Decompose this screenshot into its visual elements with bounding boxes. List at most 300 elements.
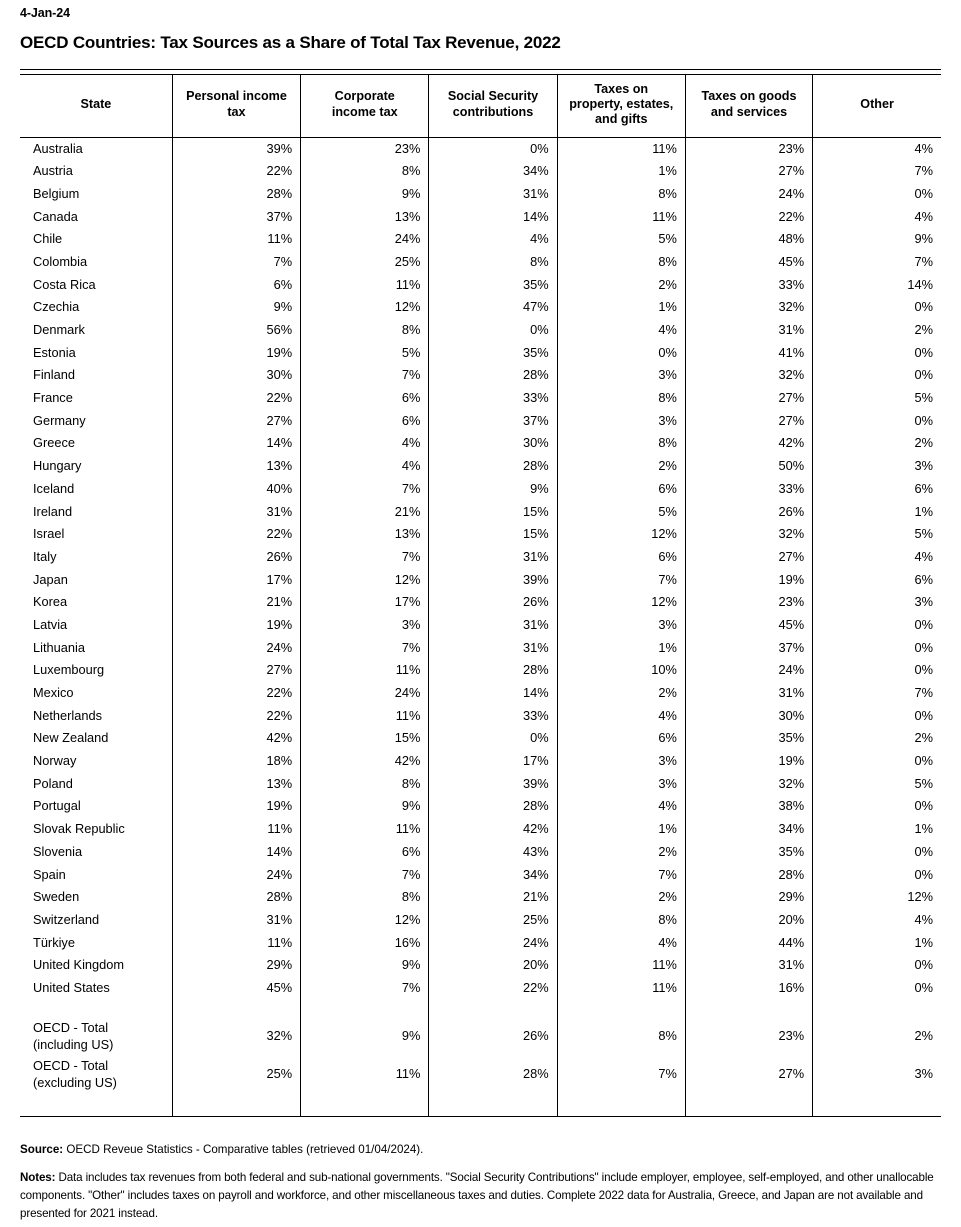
cell-total-other: 2% — [914, 1028, 933, 1044]
cell-social-security: 34% — [429, 864, 557, 887]
spacer-cell — [685, 1000, 812, 1018]
cell-personal-income-tax: 19% — [172, 342, 300, 365]
cell-corporate-income-tax: 12% — [301, 296, 429, 319]
cell-state: United Kingdom — [20, 954, 172, 977]
cell-state: Switzerland — [20, 909, 172, 932]
cell-property-taxes: 12% — [557, 591, 685, 614]
cell-total-other: 3% — [914, 1066, 933, 1082]
cell-personal-income-tax: 24% — [172, 637, 300, 660]
cell-total-property-taxes: 7% — [557, 1056, 685, 1094]
table-header — [20, 69, 941, 137]
cell-personal-income-tax: 11% — [172, 228, 300, 251]
cell-social-security: 0% — [429, 137, 557, 160]
table-row — [20, 251, 941, 274]
cell-property-taxes: 11% — [557, 137, 685, 160]
cell-other: 2% — [914, 322, 933, 338]
cell-goods-services: 27% — [685, 410, 812, 433]
cell-other: 0% — [914, 412, 933, 428]
table-row — [20, 387, 941, 410]
cell-personal-income-tax: 28% — [172, 183, 300, 206]
cell-corporate-income-tax: 7% — [301, 478, 429, 501]
cell-other: 0% — [914, 299, 933, 315]
table-row — [20, 909, 941, 932]
cell-property-taxes: 8% — [557, 251, 685, 274]
cell-goods-services: 19% — [685, 569, 812, 592]
cell-personal-income-tax: 22% — [172, 523, 300, 546]
cell-other: 0% — [914, 957, 933, 973]
cell-social-security: 33% — [429, 387, 557, 410]
bottom-rule-cell — [429, 1094, 557, 1117]
cell-goods-services: 32% — [685, 364, 812, 387]
cell-personal-income-tax: 17% — [172, 569, 300, 592]
cell-personal-income-tax: 30% — [172, 364, 300, 387]
cell-corporate-income-tax: 6% — [301, 410, 429, 433]
table-row — [20, 546, 941, 569]
cell-personal-income-tax: 27% — [172, 410, 300, 433]
cell-property-taxes: 1% — [557, 818, 685, 841]
cell-goods-services: 27% — [685, 387, 812, 410]
cell-other: 1% — [914, 503, 933, 519]
cell-social-security: 30% — [429, 433, 557, 456]
notes-text: Data includes tax revenues from both federal and sub-national governments. "Social Security Contributions" include employer, employee, self-employed, and other unallocable components. "Other" includes taxes on payroll and workforce, and other miscellaneous taxes and duties. Complete 2022 data for Australia, Greece, and Japan are not available and presented for 2021 instead. — [20, 1171, 934, 1221]
cell-corporate-income-tax: 7% — [301, 546, 429, 569]
cell-social-security: 31% — [429, 614, 557, 637]
cell-other: 6% — [914, 480, 933, 496]
tax-table — [20, 69, 941, 1117]
cell-social-security: 28% — [429, 455, 557, 478]
cell-property-taxes: 0% — [557, 342, 685, 365]
header-line-2: property, estates, — [569, 96, 674, 111]
page-title: OECD Countries: Tax Sources as a Share of Total Tax Revenue, 2022 — [20, 32, 561, 52]
cell-other: 7% — [914, 253, 933, 269]
cell-social-security: 33% — [429, 705, 557, 728]
cell-property-taxes: 2% — [557, 455, 685, 478]
cell-other: 1% — [914, 934, 933, 950]
cell-property-taxes: 12% — [557, 523, 685, 546]
cell-state: Korea — [20, 591, 172, 614]
document-date: 4-Jan-24 — [20, 6, 70, 20]
cell-other: 0% — [914, 639, 933, 655]
cell-state: Lithuania — [20, 637, 172, 660]
cell-corporate-income-tax: 15% — [301, 727, 429, 750]
cell-other: 5% — [914, 526, 933, 542]
cell-state: Iceland — [20, 478, 172, 501]
header-line-2: income tax — [331, 104, 398, 119]
cell-social-security: 47% — [429, 296, 557, 319]
table-row — [20, 864, 941, 887]
cell-state: Costa Rica — [20, 274, 172, 297]
cell-state: Türkiye — [20, 932, 172, 955]
cell-goods-services: 29% — [685, 886, 812, 909]
cell-social-security: 37% — [429, 410, 557, 433]
cell-personal-income-tax: 22% — [172, 387, 300, 410]
column-header-personal-income-tax — [172, 74, 300, 137]
cell-corporate-income-tax: 17% — [301, 591, 429, 614]
table-row — [20, 818, 941, 841]
cell-corporate-income-tax: 4% — [301, 455, 429, 478]
bottom-rule-cell — [172, 1094, 300, 1117]
header-line-2: and services — [710, 104, 788, 119]
cell-personal-income-tax: 19% — [172, 614, 300, 637]
source-text: OECD Reveue Statistics - Comparative tables (retrieved 01/04/2024). — [63, 1143, 424, 1156]
cell-social-security: 26% — [429, 591, 557, 614]
cell-personal-income-tax: 13% — [172, 773, 300, 796]
table-row — [20, 501, 941, 524]
cell-corporate-income-tax: 8% — [301, 319, 429, 342]
table-row — [20, 932, 941, 955]
bottom-rule-cell — [20, 1094, 172, 1117]
cell-corporate-income-tax: 7% — [301, 364, 429, 387]
cell-goods-services: 28% — [685, 864, 812, 887]
cell-personal-income-tax: 37% — [172, 206, 300, 229]
cell-other: 0% — [914, 185, 933, 201]
header-line-1: Taxes on — [594, 81, 649, 96]
cell-property-taxes: 3% — [557, 410, 685, 433]
cell-goods-services: 16% — [685, 977, 812, 1000]
cell-total-goods-services: 27% — [685, 1056, 812, 1094]
cell-social-security: 28% — [429, 796, 557, 819]
cell-corporate-income-tax: 9% — [301, 954, 429, 977]
cell-state: Norway — [20, 750, 172, 773]
header-line-3: and gifts — [595, 112, 648, 127]
cell-goods-services: 30% — [685, 705, 812, 728]
cell-corporate-income-tax: 6% — [301, 841, 429, 864]
cell-social-security: 24% — [429, 932, 557, 955]
cell-social-security: 31% — [429, 637, 557, 660]
cell-other: 9% — [914, 231, 933, 247]
table-row — [20, 137, 941, 160]
cell-social-security: 14% — [429, 206, 557, 229]
cell-other: 4% — [914, 548, 933, 564]
cell-corporate-income-tax: 24% — [301, 682, 429, 705]
table-row — [20, 523, 941, 546]
cell-state: Czechia — [20, 296, 172, 319]
bottom-rule-cell — [301, 1094, 429, 1117]
cell-goods-services: 34% — [685, 818, 812, 841]
cell-goods-services: 35% — [685, 841, 812, 864]
cell-other: 6% — [914, 571, 933, 587]
cell-other: 4% — [914, 140, 933, 156]
cell-other: 3% — [914, 458, 933, 474]
cell-social-security: 42% — [429, 818, 557, 841]
bottom-rule-cell — [557, 1094, 685, 1117]
cell-property-taxes: 8% — [557, 433, 685, 456]
cell-state: Germany — [20, 410, 172, 433]
cell-property-taxes: 8% — [557, 387, 685, 410]
table-row — [20, 433, 941, 456]
cell-corporate-income-tax: 7% — [301, 864, 429, 887]
notes-label: Notes: — [20, 1171, 56, 1185]
cell-goods-services: 31% — [685, 319, 812, 342]
cell-total-personal-income-tax: 25% — [172, 1056, 300, 1094]
cell-property-taxes: 4% — [557, 705, 685, 728]
cell-corporate-income-tax: 42% — [301, 750, 429, 773]
cell-personal-income-tax: 28% — [172, 886, 300, 909]
tax-table-container — [20, 69, 941, 1117]
cell-property-taxes: 11% — [557, 977, 685, 1000]
footer — [20, 1143, 941, 1223]
cell-corporate-income-tax: 8% — [301, 160, 429, 183]
cell-other: 4% — [914, 911, 933, 927]
cell-property-taxes: 4% — [557, 319, 685, 342]
cell-state: Hungary — [20, 455, 172, 478]
header-line-1: Corporate — [334, 89, 395, 104]
table-row — [20, 727, 941, 750]
cell-social-security: 15% — [429, 501, 557, 524]
cell-state: Netherlands — [20, 705, 172, 728]
cell-other: 7% — [914, 685, 933, 701]
cell-property-taxes: 5% — [557, 228, 685, 251]
table-row — [20, 682, 941, 705]
cell-property-taxes: 2% — [557, 274, 685, 297]
cell-goods-services: 22% — [685, 206, 812, 229]
cell-other: 12% — [907, 889, 933, 905]
cell-personal-income-tax: 42% — [172, 727, 300, 750]
table-row — [20, 886, 941, 909]
cell-corporate-income-tax: 5% — [301, 342, 429, 365]
notes-note — [20, 1169, 941, 1223]
cell-other: 4% — [914, 208, 933, 224]
cell-other: 2% — [914, 435, 933, 451]
spacer-cell — [813, 1000, 941, 1018]
cell-personal-income-tax: 7% — [172, 251, 300, 274]
cell-total-property-taxes: 8% — [557, 1018, 685, 1056]
cell-goods-services: 50% — [685, 455, 812, 478]
cell-state: Israel — [20, 523, 172, 546]
header-line-2: tax — [227, 104, 246, 119]
cell-property-taxes: 3% — [557, 773, 685, 796]
cell-other: 0% — [914, 616, 933, 632]
cell-corporate-income-tax: 13% — [301, 206, 429, 229]
cell-state: Belgium — [20, 183, 172, 206]
cell-state: United States — [20, 977, 172, 1000]
table-row — [20, 659, 941, 682]
cell-property-taxes: 1% — [557, 160, 685, 183]
cell-social-security: 20% — [429, 954, 557, 977]
cell-total-social-security: 26% — [429, 1018, 557, 1056]
cell-goods-services: 27% — [685, 546, 812, 569]
cell-other: 2% — [914, 730, 933, 746]
spacer-cell — [20, 1000, 172, 1018]
cell-other: 1% — [914, 821, 933, 837]
table-row — [20, 637, 941, 660]
cell-personal-income-tax: 19% — [172, 796, 300, 819]
total-row — [20, 1018, 941, 1056]
cell-corporate-income-tax: 13% — [301, 523, 429, 546]
cell-personal-income-tax: 11% — [172, 818, 300, 841]
header-line-2: contributions — [452, 104, 534, 119]
cell-state: Colombia — [20, 251, 172, 274]
cell-state: Austria — [20, 160, 172, 183]
header-line-1: Social Security — [447, 89, 539, 104]
cell-social-security: 9% — [429, 478, 557, 501]
cell-state: Italy — [20, 546, 172, 569]
cell-property-taxes: 10% — [557, 659, 685, 682]
cell-social-security: 25% — [429, 909, 557, 932]
bottom-rule-cell — [685, 1094, 812, 1117]
cell-other: 0% — [914, 798, 933, 814]
cell-property-taxes: 1% — [557, 637, 685, 660]
cell-other: 14% — [907, 276, 933, 292]
cell-property-taxes: 8% — [557, 909, 685, 932]
cell-property-taxes: 7% — [557, 569, 685, 592]
cell-property-taxes: 4% — [557, 796, 685, 819]
column-header-corporate-income-tax — [301, 74, 429, 137]
cell-personal-income-tax: 22% — [172, 705, 300, 728]
table-row — [20, 841, 941, 864]
cell-total-label — [20, 1056, 172, 1094]
table-row — [20, 183, 941, 206]
total-label-line-1: OECD - Total — [33, 1058, 109, 1074]
cell-corporate-income-tax: 9% — [301, 796, 429, 819]
cell-goods-services: 48% — [685, 228, 812, 251]
cell-goods-services: 32% — [685, 773, 812, 796]
cell-personal-income-tax: 11% — [172, 932, 300, 955]
column-header-state — [20, 74, 172, 137]
cell-social-security: 35% — [429, 342, 557, 365]
cell-property-taxes: 8% — [557, 183, 685, 206]
table-row — [20, 364, 941, 387]
cell-state: Canada — [20, 206, 172, 229]
cell-social-security: 43% — [429, 841, 557, 864]
cell-social-security: 39% — [429, 569, 557, 592]
header-line-1: Personal income — [186, 89, 287, 104]
cell-personal-income-tax: 9% — [172, 296, 300, 319]
cell-goods-services: 32% — [685, 523, 812, 546]
cell-goods-services: 24% — [685, 659, 812, 682]
table-body — [20, 137, 941, 1116]
cell-goods-services: 31% — [685, 682, 812, 705]
cell-state: Finland — [20, 364, 172, 387]
cell-personal-income-tax: 13% — [172, 455, 300, 478]
table-row — [20, 591, 941, 614]
table-row — [20, 296, 941, 319]
cell-property-taxes: 6% — [557, 478, 685, 501]
cell-other: 0% — [914, 843, 933, 859]
spacer-cell — [301, 1000, 429, 1018]
cell-goods-services: 19% — [685, 750, 812, 773]
column-header-other — [813, 74, 941, 137]
table-row — [20, 410, 941, 433]
cell-goods-services: 41% — [685, 342, 812, 365]
total-label-line-2: (excluding US) — [33, 1074, 117, 1090]
table-row — [20, 228, 941, 251]
table-bottom-rule — [20, 1094, 941, 1117]
cell-property-taxes: 6% — [557, 727, 685, 750]
cell-goods-services: 42% — [685, 433, 812, 456]
table-row — [20, 569, 941, 592]
cell-goods-services: 44% — [685, 932, 812, 955]
cell-personal-income-tax: 40% — [172, 478, 300, 501]
cell-corporate-income-tax: 11% — [301, 705, 429, 728]
cell-social-security: 31% — [429, 183, 557, 206]
column-header-social-security-contributions — [429, 74, 557, 137]
cell-total-corporate-income-tax: 9% — [301, 1018, 429, 1056]
cell-social-security: 4% — [429, 228, 557, 251]
cell-goods-services: 27% — [685, 160, 812, 183]
cell-total-goods-services: 23% — [685, 1018, 812, 1056]
cell-goods-services: 45% — [685, 614, 812, 637]
cell-social-security: 22% — [429, 977, 557, 1000]
cell-total-personal-income-tax: 32% — [172, 1018, 300, 1056]
cell-social-security: 34% — [429, 160, 557, 183]
cell-corporate-income-tax: 8% — [301, 773, 429, 796]
cell-goods-services: 23% — [685, 591, 812, 614]
cell-total-label — [20, 1018, 172, 1056]
cell-corporate-income-tax: 3% — [301, 614, 429, 637]
table-row — [20, 274, 941, 297]
column-header-state-label: State — [80, 96, 112, 111]
cell-total-social-security: 28% — [429, 1056, 557, 1094]
cell-personal-income-tax: 24% — [172, 864, 300, 887]
cell-personal-income-tax: 39% — [172, 137, 300, 160]
cell-social-security: 31% — [429, 546, 557, 569]
cell-state: Portugal — [20, 796, 172, 819]
column-header-taxes-on-property — [557, 74, 685, 137]
cell-personal-income-tax: 56% — [172, 319, 300, 342]
cell-corporate-income-tax: 8% — [301, 886, 429, 909]
cell-other: 0% — [914, 866, 933, 882]
cell-other: 3% — [914, 594, 933, 610]
cell-corporate-income-tax: 11% — [301, 659, 429, 682]
cell-property-taxes: 2% — [557, 841, 685, 864]
spacer-row — [20, 1000, 941, 1018]
cell-corporate-income-tax: 23% — [301, 137, 429, 160]
cell-state: France — [20, 387, 172, 410]
cell-personal-income-tax: 27% — [172, 659, 300, 682]
header-line-1: Taxes on goods — [701, 89, 797, 104]
table-row — [20, 796, 941, 819]
cell-personal-income-tax: 22% — [172, 160, 300, 183]
cell-state: Denmark — [20, 319, 172, 342]
cell-corporate-income-tax: 11% — [301, 818, 429, 841]
cell-other: 0% — [914, 367, 933, 383]
cell-property-taxes: 11% — [557, 206, 685, 229]
cell-social-security: 0% — [429, 727, 557, 750]
cell-other: 7% — [914, 163, 933, 179]
cell-property-taxes: 3% — [557, 614, 685, 637]
table-row — [20, 455, 941, 478]
cell-corporate-income-tax: 4% — [301, 433, 429, 456]
cell-state: Luxembourg — [20, 659, 172, 682]
cell-other: 0% — [914, 753, 933, 769]
cell-other: 0% — [914, 662, 933, 678]
cell-personal-income-tax: 21% — [172, 591, 300, 614]
cell-corporate-income-tax: 7% — [301, 977, 429, 1000]
cell-state: Japan — [20, 569, 172, 592]
cell-state: Chile — [20, 228, 172, 251]
column-header-taxes-on-goods-and-services — [685, 74, 812, 137]
cell-social-security: 21% — [429, 886, 557, 909]
cell-social-security: 0% — [429, 319, 557, 342]
cell-property-taxes: 1% — [557, 296, 685, 319]
cell-property-taxes: 6% — [557, 546, 685, 569]
cell-personal-income-tax: 6% — [172, 274, 300, 297]
cell-other: 5% — [914, 775, 933, 791]
table-row — [20, 319, 941, 342]
cell-other: 0% — [914, 979, 933, 995]
cell-property-taxes: 7% — [557, 864, 685, 887]
cell-goods-services: 31% — [685, 954, 812, 977]
cell-corporate-income-tax: 25% — [301, 251, 429, 274]
cell-social-security: 28% — [429, 659, 557, 682]
cell-state: Australia — [20, 137, 172, 160]
cell-property-taxes: 4% — [557, 932, 685, 955]
cell-goods-services: 20% — [685, 909, 812, 932]
cell-personal-income-tax: 45% — [172, 977, 300, 1000]
total-label-line-2: (including US) — [33, 1036, 114, 1052]
cell-corporate-income-tax: 6% — [301, 387, 429, 410]
